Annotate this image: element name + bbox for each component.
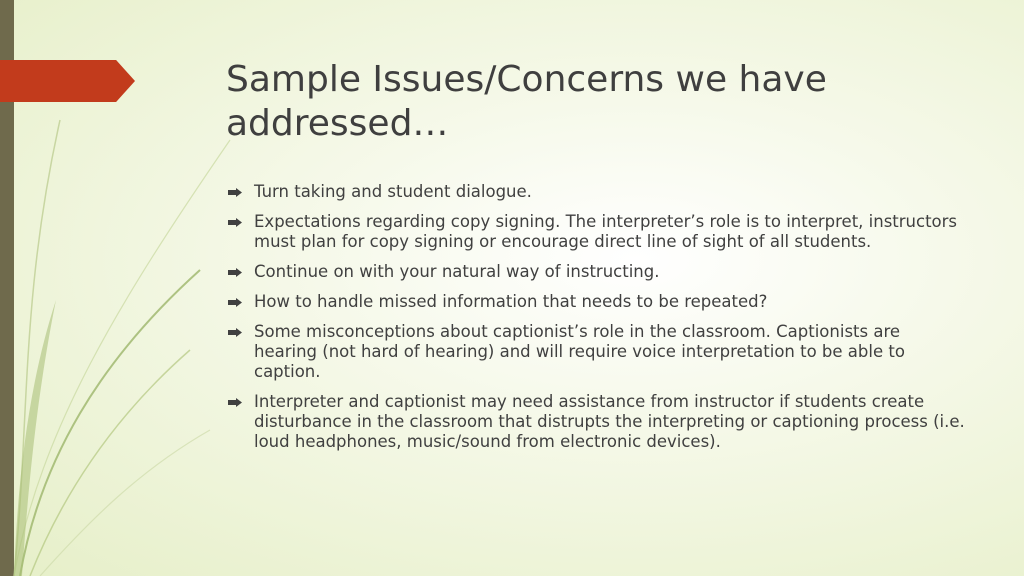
list-item	[228, 262, 968, 282]
arrow-right-icon	[228, 398, 242, 407]
page-title: Sample Issues/Concerns we have addressed…	[226, 59, 827, 144]
bullet-text: Some misconceptions about captionist’s role in the classroom. Captionists are hearing (not hard of hearing) and will require voice interpretation to be able to caption.	[254, 322, 905, 381]
arrow-right-icon	[228, 188, 242, 197]
bullet-text: How to handle missed information that needs to be repeated?	[254, 292, 768, 311]
arrow-right-icon	[228, 328, 242, 337]
arrow-right-icon	[228, 218, 242, 227]
list-item	[228, 292, 968, 312]
arrow-right-icon	[228, 298, 242, 307]
bullet-text: Interpreter and captionist may need assistance from instructor if students create disturbance in the classroom that distrupts the interpreting or captioning process (i.e. loud headphones, music/sound from electronic devices).	[254, 392, 965, 451]
list-item	[228, 182, 968, 202]
bullet-text: Turn taking and student dialogue.	[254, 182, 532, 201]
bullet-text: Continue on with your natural way of instructing.	[254, 262, 660, 281]
accent-tab	[0, 60, 135, 102]
list-item	[228, 322, 968, 382]
bullet-list	[228, 182, 968, 462]
list-item	[228, 212, 968, 252]
list-item	[228, 392, 968, 452]
arrow-right-icon	[228, 268, 242, 277]
bullet-text: Expectations regarding copy signing. The interpreter’s role is to interpret, instructors must plan for copy signing or encourage direct line of sight of all students.	[254, 212, 958, 251]
